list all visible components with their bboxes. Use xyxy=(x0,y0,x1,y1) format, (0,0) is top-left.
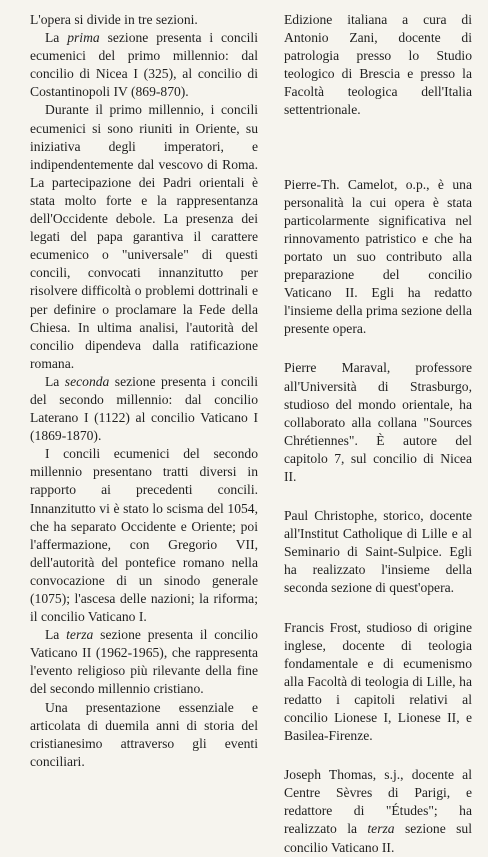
editor-note: Edizione italiana a cura di Antonio Zani, docente di patrologia presso lo Studio teologico di Brescia e presso la Facoltà teologica dell'Italia settentrionale. xyxy=(284,12,472,118)
summary-paragraph: Una presentazione essenziale e articolata di duemila anni di storia del cristianesimo attraverso gli eventi conciliari. xyxy=(30,699,258,769)
first-millennium-paragraph: Durante il primo millennio, i concili ecumenici si sono riuniti in Oriente, su iniziativa degli imperatori, e indipendentemente dal vescovo di Roma. La partecipazione dei Padri orientali è stata molto forte e la rappresentanza dell'Occidente debole. La presenza dei legati del papa garantiva il carattere ecumenico o "universale" di questi concili, convocati innanzitutto per risolvere difficoltà o problemi dottrinali e per definire o proclamare la Fede della Chiesa. In ultima analisi, l'autorità del concilio dipendeva dalla ratificazione romana. xyxy=(30,102,258,371)
author-bio-camelot: Pierre-Th. Camelot, o.p., è una personalità la cui opera è stata particolarmente significativa nel rinnovamento patristico e che ha portato un suo contributo alla preparazione del concilio Vaticano II. Egli ha redatto l'insieme della prima sezione della presente opera. xyxy=(284,176,472,337)
author-bio-maraval: Pierre Maraval, professore all'Università di Strasburgo, studioso del mondo orientale, ha collaborato alla collana "Sources Chrétiennes". È autore del capitolo 7, sul concilio di Nicea II. xyxy=(284,360,472,484)
emphasis-terza-bio: terza xyxy=(367,821,395,837)
left-column xyxy=(30,11,258,771)
emphasis-seconda: seconda xyxy=(64,373,110,389)
emphasis-prima: prima xyxy=(67,30,100,46)
intro-paragraph: L'opera si divide in tre sezioni. xyxy=(30,12,198,27)
second-millennium-paragraph: I concili ecumenici del secondo millennio presentano tratti diversi in rapporto ai precedenti concili. Innanzitutto vi è stato lo scisma del 1054, che ha separato Occidente e Oriente; poi l'affermazione, con Gregorio VII, dell'autorità del pontefice romano nella convocazione di un sinodo generale (1075); l'ascesa delle nazioni; la riforma; il concilio Vaticano I. xyxy=(30,446,258,625)
first-section-paragraph: La prima sezione presenta i concili ecumenici del primo millennio: dal concilio di Nicea I (325), al concilio di Costantinopoli IV (869-870). xyxy=(30,30,258,100)
second-section-paragraph: La seconda sezione presenta i concili del secondo millennio: dal concilio Laterano I (1122) al concilio Vaticano I (1869-1870). xyxy=(30,373,258,444)
right-column xyxy=(284,11,472,857)
author-bio-frost: Francis Frost, studioso di origine inglese, docente di teologia fondamentale e di ecumenismo alla Facoltà di teologia di Lille, ha redatto i capitoli relativi al concilio Lionese I, Lionese II, e Basilea-Firenze. xyxy=(284,619,472,744)
third-section-paragraph: La terza sezione presenta il concilio Vaticano II (1962-1965), che rappresenta l'evento religioso più rilevante della fine del secondo millennio cristiano. xyxy=(30,627,258,697)
author-bio-christophe: Paul Christophe, storico, docente all'Institut Catholique di Lille e al Seminario di Saint-Sulpice. Egli ha realizzato l'insieme della seconda sezione di quest'opera. xyxy=(284,508,472,596)
author-bio-thomas: Joseph Thomas, s.j., docente al Centre Sèvres di Parigi, e redattore di "Études"; ha realizzato la terza sezione sul concilio Vaticano II. xyxy=(284,767,472,855)
emphasis-terza: terza xyxy=(66,627,94,643)
